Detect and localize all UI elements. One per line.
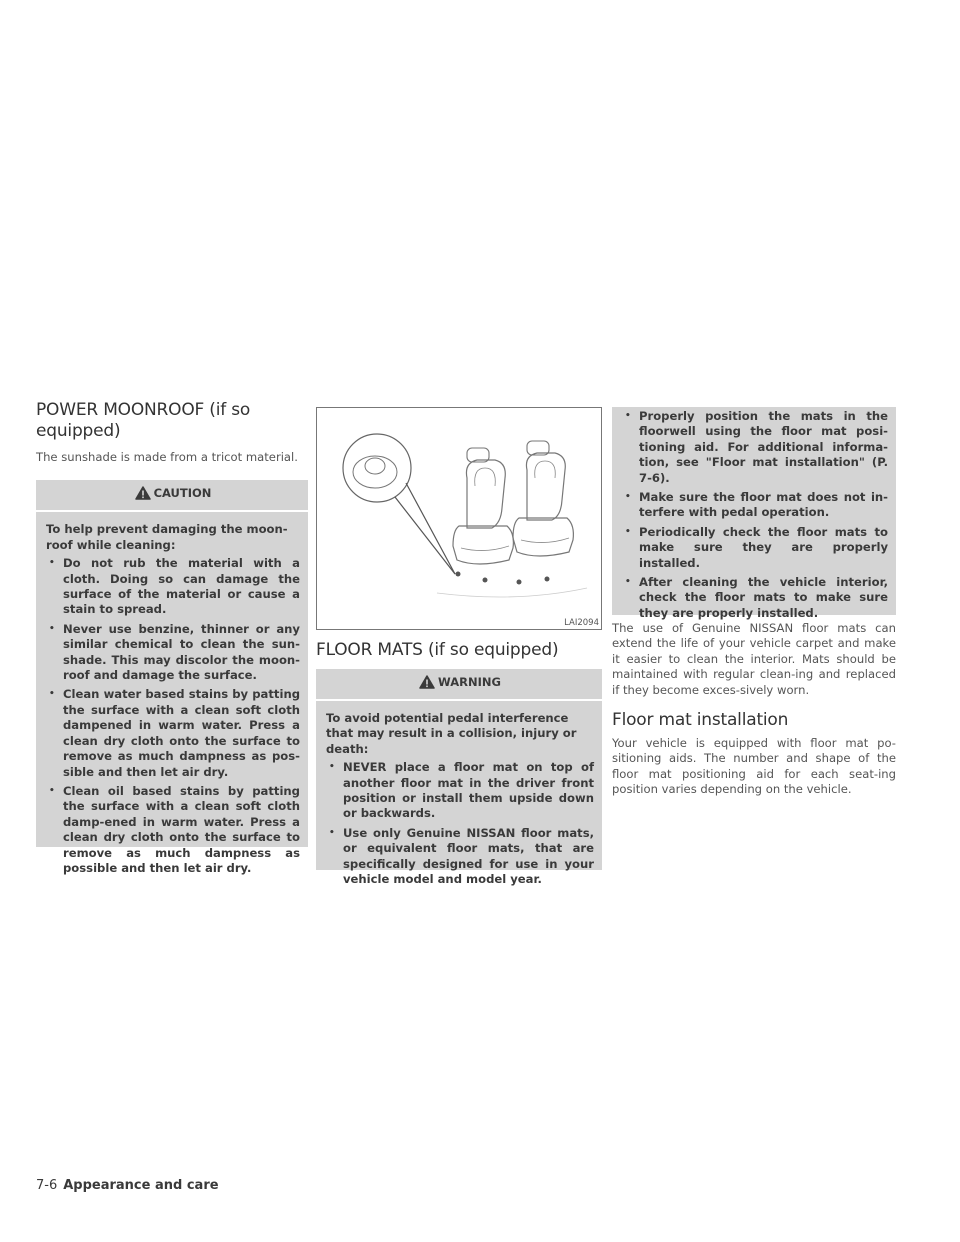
seat-floor-mat-figure (316, 407, 602, 630)
page-number: 7-6 (36, 1178, 58, 1193)
caution-item: • Clean oil based stains by patting the surface with a clean soft cloth damp-ened in warm water. Press a clean dry cloth onto the surface to remove as much dampness as possible and then let air dry. (46, 784, 300, 876)
subheading-floor-mat-installation: Floor mat installation (612, 710, 789, 731)
warning-item: • Periodically check the floor mats to make sure they are properly installed. (622, 525, 888, 571)
warning-triangle-icon (135, 486, 151, 500)
caution-title: CAUTION (153, 486, 212, 501)
warning-box (316, 669, 602, 887)
column-left (36, 400, 308, 875)
column-right (612, 407, 896, 798)
section-title: Appearance and care (63, 1178, 219, 1193)
warning-header (326, 675, 594, 689)
caution-header (46, 486, 300, 500)
warning-intro: To avoid potential pedal interference that may result in a collision, injury or death: (326, 711, 577, 756)
warning-item: • Make sure the floor mat does not in-terfere with pedal operation. (622, 490, 888, 521)
warning-item: • Properly position the mats in the floorwell using the floor mat posi-tioning aid. For additional informa-tion, see "Floor mat installation" (P. 7-6). (622, 409, 888, 486)
warning-divider (316, 699, 604, 701)
moonroof-intro-text: The sunshade is made from a tricot material. (36, 450, 298, 464)
warning-item: • Use only Genuine NISSAN floor mats, or equivalent floor mats, that are specifically designed for use in your vehicle model and model year. (326, 826, 594, 888)
section-heading-power-moonroof: POWER MOONROOF (if so equipped) (36, 400, 251, 441)
warning-continued-box (612, 407, 896, 620)
caution-box (36, 480, 308, 875)
caution-item: • Do not rub the material with a cloth. Doing so can damage the surface of the material or cause a stain to spread. (46, 556, 300, 618)
page-footer (36, 1178, 219, 1193)
warning-item: • After cleaning the vehicle interior, check the floor mats to make sure they are properly installed. (622, 575, 888, 621)
floor-mat-installation-paragraph: Your vehicle is equipped with floor mat po-sitioning aids. The number and shape of the floor mat positioning aid for each seat-ing position varies depending on the vehicle. (612, 736, 896, 797)
section-heading-floor-mats: FLOOR MATS (if so equipped) (316, 640, 559, 660)
column-middle (316, 407, 602, 887)
caution-intro: To help prevent damaging the moon-roof while cleaning: (46, 522, 288, 552)
warning-item: • NEVER place a floor mat on top of another floor mat in the driver front position or install them upside down or backwards. (326, 760, 594, 822)
caution-divider (36, 510, 310, 512)
caution-item: • Never use benzine, thinner or any similar chemical to clean the sun-shade. This may discolor the moon-roof and damage the surface. (46, 622, 300, 684)
figure-label: LAI2094 (564, 618, 599, 628)
warning-title: WARNING (438, 675, 501, 689)
seats-illustration (317, 408, 601, 629)
floor-mats-paragraph: The use of Genuine NISSAN floor mats can extend the life of your vehicle carpet and make it easier to clean the interior. Mats should be maintained with regular clean-ing and replaced if they become exces-sively worn. (612, 621, 896, 697)
caution-item: • Clean water based stains by patting the surface with a clean soft cloth dampened in warm water. Press a clean dry cloth onto the surface to remove as much dampness as pos-sible and then let air dry. (46, 687, 300, 779)
warning-triangle-icon (419, 675, 435, 689)
